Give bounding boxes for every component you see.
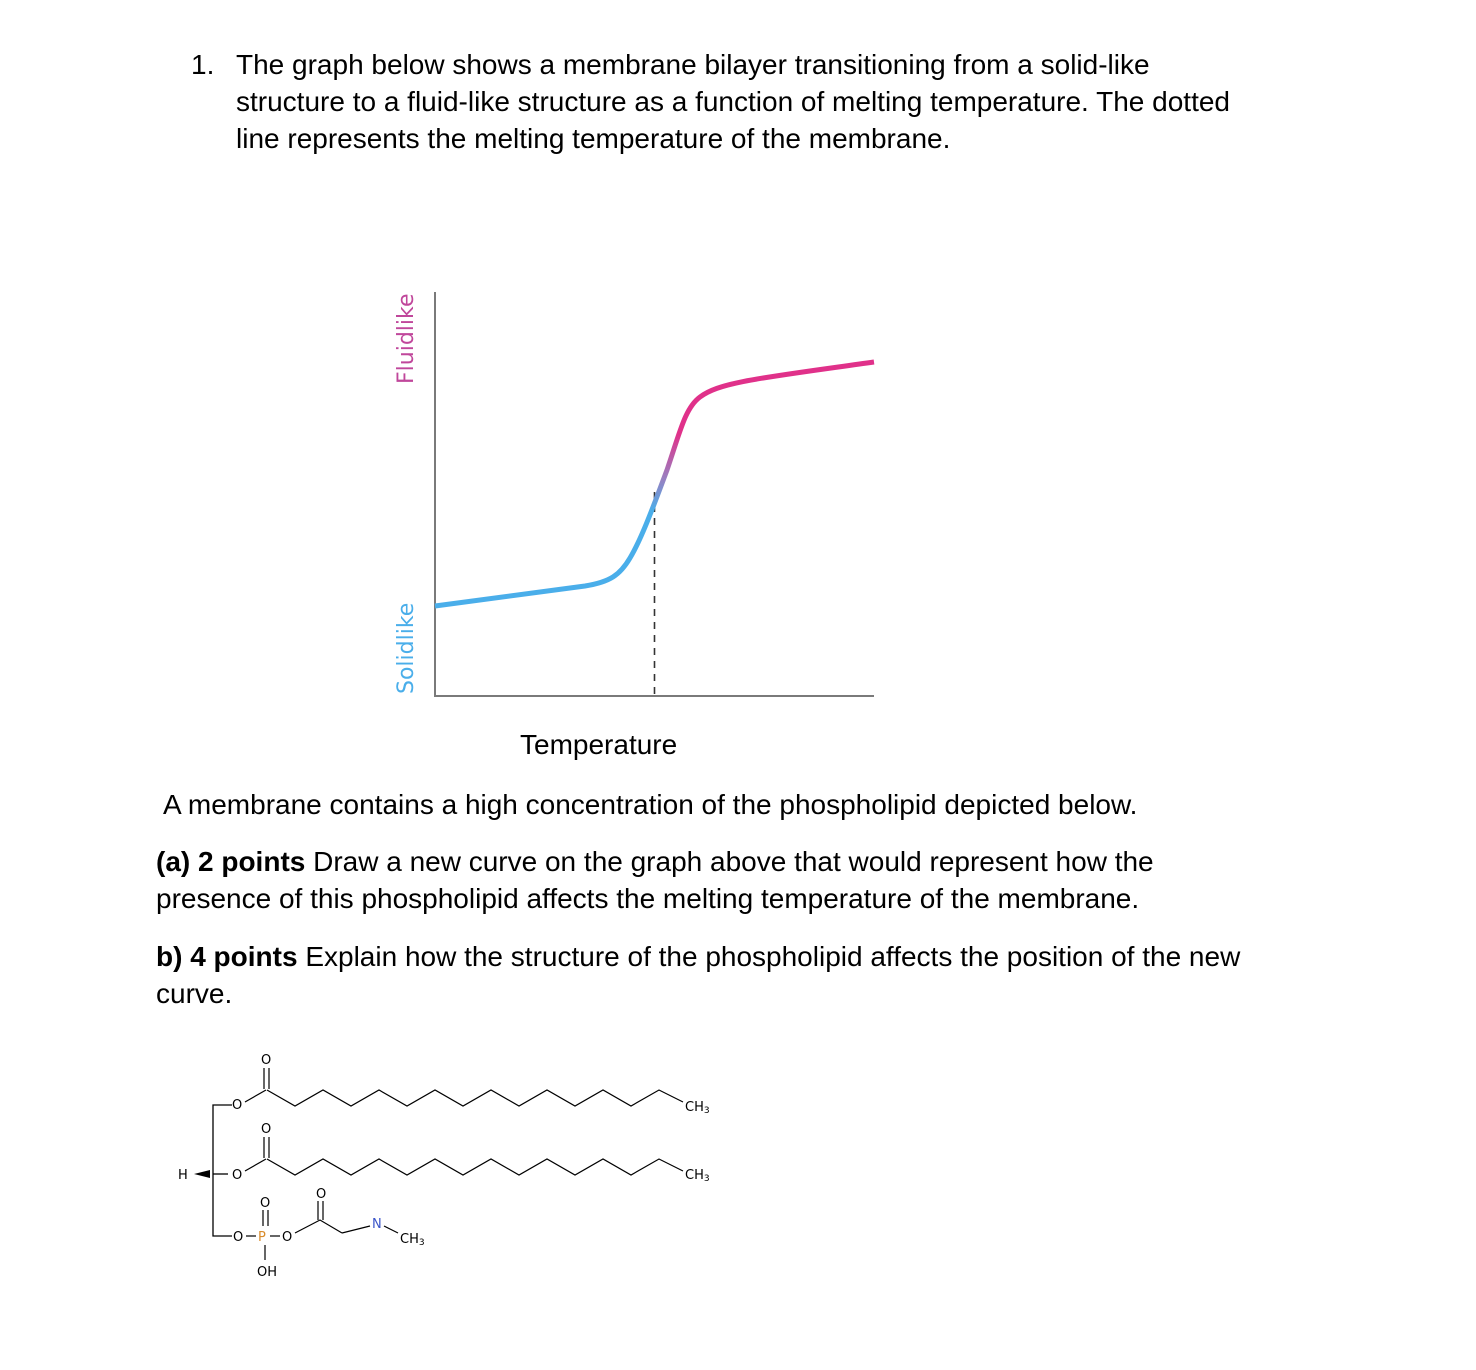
intro-text: A membrane contains a high concentration of the phospholipid depicted below. xyxy=(163,789,1138,820)
atom-h: H xyxy=(178,1168,188,1183)
y-label-solidlike: Solidlike xyxy=(394,602,419,694)
atom-oh: OH xyxy=(257,1265,278,1280)
atom-o-carbonyl-1: O xyxy=(261,1053,272,1068)
chart-svg xyxy=(380,280,900,720)
fatty-acid-chain-2 xyxy=(267,1159,683,1175)
atom-p: P xyxy=(258,1230,266,1245)
ch3-group-3: CH3 xyxy=(400,1232,425,1248)
atom-o-carbonyl-3: O xyxy=(316,1187,327,1202)
bond xyxy=(342,1226,370,1233)
part-b-line-1: Explain how the structure of the phospholipid affects the position of the new xyxy=(297,941,1241,972)
part-a-line-1: Draw a new curve on the graph above that would represent how the xyxy=(305,846,1154,877)
atom-n: N xyxy=(372,1217,382,1232)
ch3-group-1: CH3 xyxy=(685,1100,710,1116)
part-b-line-2: curve. xyxy=(156,978,233,1009)
part-a xyxy=(156,843,1154,917)
question-line-3: line represents the melting temperature of the membrane. xyxy=(236,123,951,154)
atom-o-phosphate-2: O xyxy=(282,1230,293,1245)
y-label-fluidlike: Fluidlike xyxy=(394,293,419,384)
x-axis-label: Temperature xyxy=(520,729,678,760)
atom-o-ester-1: O xyxy=(232,1098,243,1113)
glycerol-backbone xyxy=(213,1105,232,1236)
question-number: 1. xyxy=(191,49,215,80)
question-line-2: structure to a fluid-like structure as a function of melting temperature. The dotted xyxy=(236,86,1230,117)
melting-curve-chart xyxy=(380,280,900,720)
part-a-label: (a) 2 points xyxy=(156,846,306,877)
part-a-line-2: presence of this phospholipid affects the melting temperature of the membrane. xyxy=(156,883,1140,914)
bond xyxy=(384,1226,398,1233)
atom-o-carbonyl-2: O xyxy=(261,1122,272,1137)
bond xyxy=(245,1159,266,1171)
question-text xyxy=(236,46,1336,157)
atom-o-phosphate-top: O xyxy=(260,1196,271,1211)
head-group-chain xyxy=(295,1220,342,1233)
part-b xyxy=(156,938,1240,1012)
atom-o-ester-2: O xyxy=(232,1168,243,1183)
phospholipid-structure xyxy=(170,1040,770,1300)
ch3-group-2: CH3 xyxy=(685,1168,710,1184)
stereo-wedge xyxy=(194,1170,210,1178)
melting-curve-line xyxy=(435,362,874,606)
phospholipid-svg xyxy=(170,1040,770,1300)
atom-o-phosphate-1: O xyxy=(233,1230,244,1245)
bond xyxy=(245,1090,266,1102)
part-b-label: b) 4 points xyxy=(156,941,298,972)
fatty-acid-chain-1 xyxy=(267,1090,683,1106)
question-line-1: The graph below shows a membrane bilayer transitioning from a solid-like xyxy=(236,49,1150,80)
